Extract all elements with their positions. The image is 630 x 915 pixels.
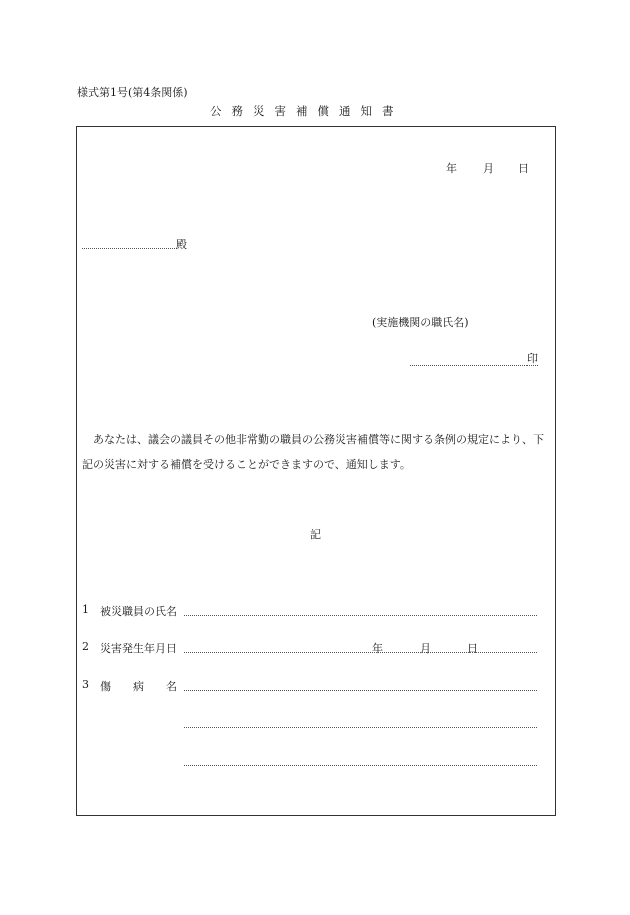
date-day-label: 日 bbox=[518, 162, 529, 175]
incident-year-label: 年 bbox=[372, 642, 383, 655]
item-label-victim-name: 被災職員の氏名 bbox=[100, 605, 177, 618]
document-title: 公務災害補償通知書 bbox=[210, 104, 404, 118]
issuer-title: (実施機関の職氏名) bbox=[372, 316, 469, 329]
victim-name-field[interactable] bbox=[184, 615, 537, 616]
injury-name-field-line-3[interactable] bbox=[184, 765, 537, 766]
injury-name-field[interactable] bbox=[184, 690, 537, 691]
form-number: 様式第1号(第4条関係) bbox=[77, 86, 188, 99]
issuer-name-field[interactable] bbox=[410, 365, 527, 366]
item-number: 2 bbox=[82, 640, 89, 653]
incident-month-label: 月 bbox=[420, 642, 431, 655]
incident-day-label: 日 bbox=[467, 642, 478, 655]
date-year-label: 年 bbox=[446, 162, 457, 175]
item-label-injury-name: 傷 病 名 bbox=[100, 680, 177, 693]
injury-name-field-line-2[interactable] bbox=[184, 727, 537, 728]
notice-body: あなたは、議会の議員その他非常勤の職員の公務災害補償等に関する条例の規定により、下記の災害に対する補償を受けることができますので、通知します。 bbox=[82, 433, 544, 471]
ki-heading: 記 bbox=[310, 528, 321, 541]
date-month-label: 月 bbox=[483, 162, 494, 175]
addressee-honorific: 殿 bbox=[176, 238, 187, 251]
seal-mark: 印 bbox=[527, 352, 538, 365]
item-number: 1 bbox=[82, 603, 89, 616]
addressee-name-field[interactable] bbox=[82, 248, 177, 249]
incident-date-field[interactable] bbox=[184, 652, 537, 653]
item-number: 3 bbox=[82, 678, 89, 691]
item-label-incident-date: 災害発生年月日 bbox=[100, 642, 177, 655]
